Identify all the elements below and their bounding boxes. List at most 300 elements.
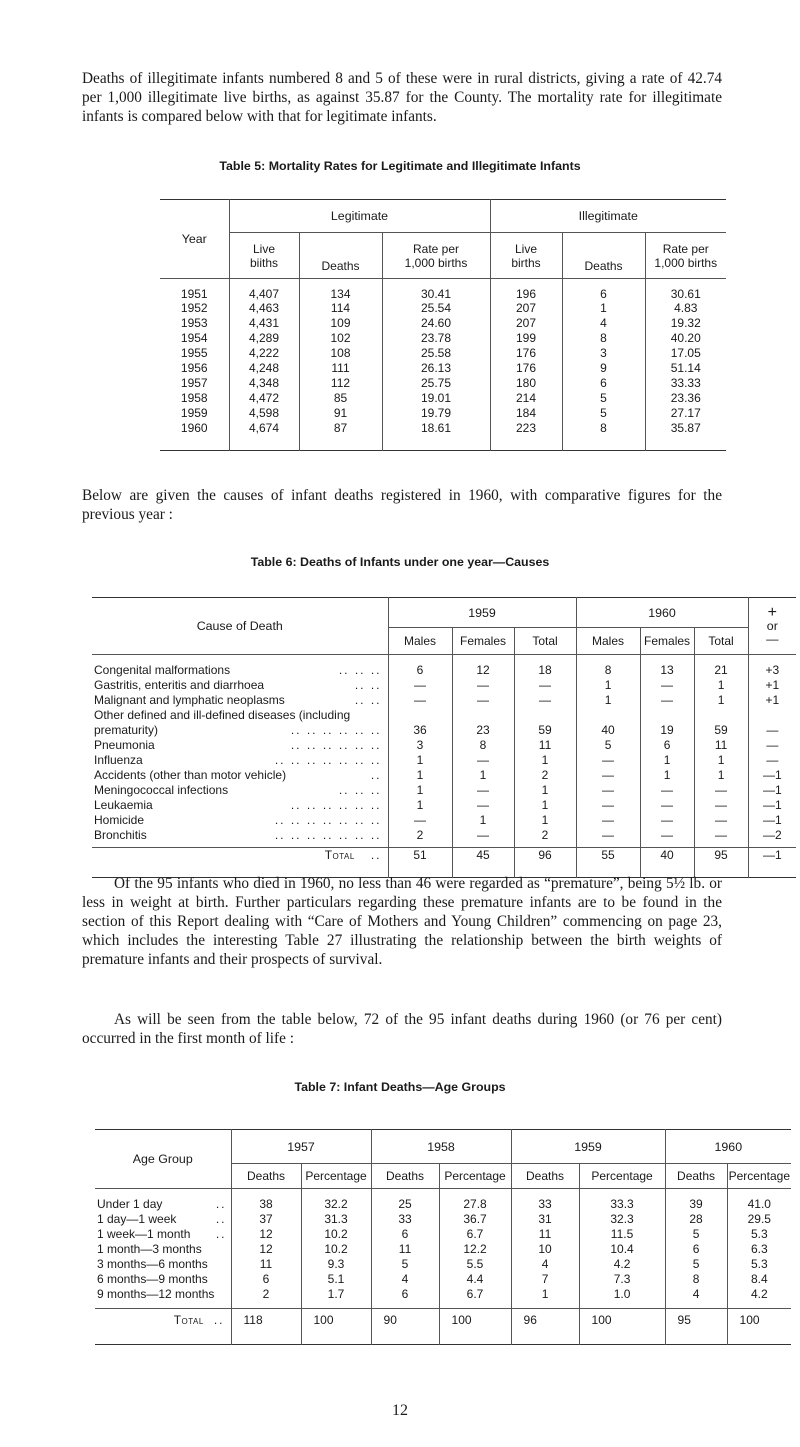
t5-legitimate-header: Legitimate: [229, 200, 490, 233]
t5-cell: 111: [299, 361, 382, 376]
t6-cause-name: prematurity): [94, 722, 159, 737]
causes-paragraph: [82, 486, 722, 524]
t5-cell: 40.20: [645, 331, 726, 346]
t5-cell: 33.33: [645, 376, 726, 391]
t7-spacer-cell: [371, 1301, 439, 1309]
t6-cell: 13: [640, 655, 694, 677]
t6-total-label: Total: [324, 848, 355, 862]
t7-cell: 28: [665, 1211, 727, 1226]
t6-col-males-1960: Males: [576, 628, 640, 655]
t5-cell: 1959: [180, 405, 208, 420]
t6-cell: 18: [514, 655, 576, 677]
t7-cell: 8.4: [727, 1271, 791, 1286]
intro-text: Deaths of illegitimate infants numbered 8 and 5 of these were in rural districts, giving a rate of 42.74 per 1,000 illegitimate live births, as against 35.87 for the County. The mortality rate for illegitimate infants is compared below with that for legitimate infants.: [82, 70, 722, 125]
t6-cause-cell: [92, 707, 388, 722]
t6-leader-dots: .. .. .. .. .. ..: [290, 722, 382, 737]
t6-cell: —: [514, 692, 576, 707]
t6-leader-dots: ..: [370, 767, 382, 782]
t6-total-label-cell: [92, 848, 388, 878]
t5-col-deaths-ill: Deaths: [562, 233, 645, 279]
t7-age-name: 3 months—6 months: [97, 1256, 208, 1271]
causes-text: Below are given the causes of infant deaths registered in 1960, with comparative figures for the previous year :: [82, 487, 722, 523]
t7-cell: 10.2: [301, 1241, 371, 1256]
t6-cell: 2: [514, 767, 576, 782]
t7-spacer-cell: [439, 1301, 511, 1309]
t7-row: [95, 1256, 791, 1271]
age-paragraph: [82, 1010, 722, 1048]
t7-age-name: 9 months—12 months: [97, 1286, 215, 1301]
t6-col-females-1959: Females: [452, 628, 514, 655]
t5-row: [160, 391, 726, 406]
t5-cell: 1952: [180, 300, 208, 315]
t6-cell: —1: [748, 797, 796, 812]
t7-cell: 6.3: [727, 1241, 791, 1256]
t6-cell: —: [640, 812, 694, 827]
t7-spacer-cell: [579, 1301, 665, 1309]
t5-cell: 9: [562, 361, 645, 376]
t5-cell: 4,431: [229, 316, 299, 331]
t5-cell: 4,348: [229, 376, 299, 391]
t7-total-cell: 118: [231, 1309, 301, 1345]
t6-row: [92, 737, 796, 752]
t6-cell: —1: [748, 782, 796, 797]
t7-age-cell: [95, 1211, 231, 1226]
t7-total-label: Total: [173, 1313, 204, 1327]
t5-cell: 1957: [180, 375, 208, 390]
t6-cell: 36: [388, 722, 452, 737]
t7-cell: 5.5: [439, 1256, 511, 1271]
t5-live-line2: biiths: [249, 255, 278, 270]
t7-cell: 10.2: [301, 1226, 371, 1241]
t7-total-cell: 95: [665, 1309, 727, 1345]
t7-cell: 5.3: [727, 1256, 791, 1271]
t6-cause-cell: [92, 655, 388, 677]
t7-spacer-cell: [95, 1301, 231, 1309]
t6-cell: —: [576, 752, 640, 767]
t7-year-1959: 1959: [511, 1130, 665, 1164]
t6-cell: 40: [576, 722, 640, 737]
t6-cell: [748, 707, 796, 722]
t5-cell: 4.83: [645, 301, 726, 316]
t7-cell: 32.2: [301, 1189, 371, 1211]
t6-cell: —: [640, 797, 694, 812]
t6-total-row: [92, 848, 796, 878]
t7-cell: 37: [231, 1211, 301, 1226]
t7-year-1958: 1958: [371, 1130, 511, 1164]
t7-age-cell: [95, 1241, 231, 1256]
t7-row: [95, 1271, 791, 1286]
t7-cell: 1: [511, 1286, 579, 1301]
t6-cell: 1: [388, 767, 452, 782]
t5-cell: 19.79: [382, 406, 490, 421]
t6-year-1959: 1959: [388, 598, 576, 628]
t7-cell: 10.4: [579, 1241, 665, 1256]
t6-cell: 19: [640, 722, 694, 737]
t6-total-cell: 95: [694, 848, 748, 878]
t5-cell: 4,222: [229, 346, 299, 361]
t5-cell: 24.60: [382, 316, 490, 331]
t5-rate-ill-line2: 1,000 births: [654, 255, 718, 270]
t6-cell: —: [748, 752, 796, 767]
t5-illegitimate-header: Illegitimate: [490, 200, 726, 233]
t5-cell: 25.54: [382, 301, 490, 316]
t7-row: [95, 1286, 791, 1301]
t5-cell: 1960: [180, 420, 208, 435]
t5-cell: 19.01: [382, 391, 490, 406]
t5-col-deaths: Deaths: [299, 233, 382, 279]
t5-cell: 26.13: [382, 361, 490, 376]
t6-cell: 1: [388, 752, 452, 767]
t6-col-males-1959: Males: [388, 628, 452, 655]
t6-cell: [388, 707, 452, 722]
t7-total-cell: 100: [579, 1309, 665, 1345]
t5-cell: 1955: [180, 345, 208, 360]
t7-cell: 7: [511, 1271, 579, 1286]
t7-age-cell: [95, 1256, 231, 1271]
t5-cell: 180: [490, 376, 562, 391]
t5-cell: 25.58: [382, 346, 490, 361]
t7-spacer-cell: [665, 1301, 727, 1309]
t6-cell: 1: [514, 782, 576, 797]
t6-cause-cell: [92, 812, 388, 827]
t6-row: [92, 782, 796, 797]
t5-col-rate: [382, 233, 490, 279]
t7-spacer-cell: [231, 1301, 301, 1309]
t7-cell: 11: [511, 1226, 579, 1241]
t6-cell: —: [694, 827, 748, 842]
t6-cell: 59: [694, 722, 748, 737]
t6-cell: 23: [452, 722, 514, 737]
t7-cell: 4.2: [727, 1286, 791, 1301]
t6-cause-name: Other defined and ill-defined diseases (including: [94, 707, 351, 722]
t6-cell: —2: [748, 827, 796, 842]
t6-cell: 1: [576, 692, 640, 707]
t5-cell: 30.61: [645, 279, 726, 301]
t6-cell: [514, 707, 576, 722]
t5-row: [160, 361, 726, 376]
t7-cell: 4: [511, 1256, 579, 1271]
t6-cell: 1: [694, 677, 748, 692]
t7-cell: 6: [231, 1271, 301, 1286]
t5-col-live-births: [229, 233, 299, 279]
t6-cell: 5: [576, 737, 640, 752]
t7-spacer-cell: [511, 1301, 579, 1309]
t7-cell: 39: [665, 1189, 727, 1211]
t7-body: [95, 1189, 791, 1345]
t6-total-dots: ..: [370, 848, 382, 862]
intro-paragraph: [82, 69, 722, 126]
t7-col-percentage: Percentage: [301, 1164, 371, 1189]
t5-cell: 184: [490, 406, 562, 421]
t5-live-ill-line2: births: [511, 255, 541, 270]
t5-live-ill-line1: Live: [514, 241, 537, 256]
t6-cause-name: Homicide: [94, 812, 145, 827]
t7-cell: 29.5: [727, 1211, 791, 1226]
t7-total-cell: 90: [371, 1309, 439, 1345]
t6-cause-name: Gastritis, enteritis and diarrhoea: [94, 677, 265, 692]
t7-cell: 25: [371, 1189, 439, 1211]
t6-cell: 1: [640, 752, 694, 767]
t5-cell: 23.78: [382, 331, 490, 346]
t6-row: [92, 797, 796, 812]
t6-cell: —1: [748, 767, 796, 782]
t6-cell: 12: [452, 655, 514, 677]
t5-cell: 4,248: [229, 361, 299, 376]
t7-cell: 8: [665, 1271, 727, 1286]
t5-cell: 214: [490, 391, 562, 406]
t5-row: [160, 331, 726, 346]
t5-cell: 102: [299, 331, 382, 346]
t7-cell: 4: [371, 1271, 439, 1286]
t6-cause-cell: [92, 737, 388, 752]
t5-cell: 4,472: [229, 391, 299, 406]
t6-cell: —: [576, 782, 640, 797]
t6-cell: —: [452, 782, 514, 797]
t6-cause-name: Congenital malformations: [94, 662, 231, 677]
t5-cell: 6: [562, 279, 645, 301]
t7-cell: 33: [511, 1189, 579, 1211]
t7-cell: 31: [511, 1211, 579, 1226]
table5-mortality-rates: [160, 199, 726, 451]
t6-cell: —: [388, 812, 452, 827]
t6-cell: 1: [640, 767, 694, 782]
t5-row: [160, 376, 726, 391]
t7-col-percentage: Percentage: [579, 1164, 665, 1189]
t5-cell: 91: [299, 406, 382, 421]
t5-cell: 3: [562, 346, 645, 361]
t6-cell: —: [452, 752, 514, 767]
t7-spacer-cell: [727, 1301, 791, 1309]
t7-age-name: 1 month—3 months: [97, 1241, 202, 1256]
t5-cell: 196: [490, 279, 562, 301]
t7-cell: 38: [231, 1189, 301, 1211]
t6-cell: —: [640, 677, 694, 692]
t6-row: [92, 692, 796, 707]
t5-cell: 4,674: [229, 421, 299, 451]
t6-cell: —: [576, 767, 640, 782]
t6-row: [92, 812, 796, 827]
t5-row: [160, 279, 726, 301]
t6-cell: [694, 707, 748, 722]
t7-total-label-cell: [95, 1309, 231, 1345]
t6-cause-name: Accidents (other than motor vehicle): [94, 767, 287, 782]
t5-rate-ill-line1: Rate per: [662, 241, 709, 256]
t7-leader-dots: ..: [215, 1211, 227, 1226]
t5-cell: 112: [299, 376, 382, 391]
t6-cell: —: [694, 797, 748, 812]
t5-row: [160, 316, 726, 331]
table7-caption: Table 7: Infant Deaths—Age Groups: [294, 1080, 506, 1094]
t7-age-cell: [95, 1271, 231, 1286]
t6-cause-header: Cause of Death: [92, 598, 388, 655]
t6-cell: —: [576, 812, 640, 827]
t6-year-1960: 1960: [576, 598, 748, 628]
t7-cell: 33.3: [579, 1189, 665, 1211]
t5-cell: 18.61: [382, 421, 490, 451]
t7-cell: 6: [371, 1226, 439, 1241]
t7-age-name: 6 months—9 months: [97, 1271, 208, 1286]
t7-cell: 36.7: [439, 1211, 511, 1226]
t6-cell: 1: [694, 767, 748, 782]
t6-cell: 11: [514, 737, 576, 752]
t6-cause-cell: [92, 752, 388, 767]
t7-cell: 5: [665, 1256, 727, 1271]
t6-cell: —: [640, 782, 694, 797]
t5-cell: 1951: [180, 286, 208, 301]
t7-age-name: 1 day—1 week: [97, 1211, 177, 1226]
t7-cell: 27.8: [439, 1189, 511, 1211]
t7-age-cell: [95, 1189, 231, 1211]
t6-cell: 3: [388, 737, 452, 752]
table5-caption: Table 5: Mortality Rates for Legitimate and Illegitimate Infants: [219, 159, 581, 173]
t7-cell: 9.3: [301, 1256, 371, 1271]
t6-cell: 1: [452, 812, 514, 827]
t5-cell: 19.32: [645, 316, 726, 331]
t7-row: [95, 1189, 791, 1211]
t6-cause-name: Malignant and lymphatic neoplasms: [94, 692, 285, 707]
t7-spacer-cell: [301, 1301, 371, 1309]
t5-cell: 207: [490, 301, 562, 316]
t6-cell: 1: [694, 752, 748, 767]
t6-cell: +3: [748, 655, 796, 677]
t6-leader-dots: .. ..: [354, 692, 382, 707]
t5-cell: 4,289: [229, 331, 299, 346]
t7-cell: 12: [231, 1241, 301, 1256]
t7-cell: 6: [665, 1241, 727, 1256]
t7-cell: 32.3: [579, 1211, 665, 1226]
premature-paragraph: [82, 874, 722, 969]
t5-cell: 223: [490, 421, 562, 451]
t6-cause-cell: [92, 827, 388, 842]
t7-row: [95, 1241, 791, 1256]
page-number: 12: [392, 1402, 408, 1419]
t7-total-row: [95, 1309, 791, 1345]
t6-cause-cell: [92, 767, 388, 782]
t7-row: [95, 1226, 791, 1241]
t7-row: [95, 1211, 791, 1226]
t5-cell: 87: [299, 421, 382, 451]
t5-rate-line1: Rate per: [412, 241, 460, 256]
t5-cell: 85: [299, 391, 382, 406]
t5-cell: 30.41: [382, 279, 490, 301]
t6-cell: 1: [576, 677, 640, 692]
t6-cell: —: [452, 797, 514, 812]
t5-cell: 108: [299, 346, 382, 361]
t6-leader-dots: .. .. ..: [338, 662, 382, 677]
t6-leader-dots: .. .. .. .. .. ..: [290, 737, 382, 752]
t5-row: [160, 406, 726, 421]
t7-total-cell: 100: [301, 1309, 371, 1345]
t5-row: [160, 421, 726, 451]
t6-cell: 59: [514, 722, 576, 737]
t5-cell: 4,407: [229, 279, 299, 301]
t7-total-cell: 100: [439, 1309, 511, 1345]
t5-cell: 23.36: [645, 391, 726, 406]
t6-cell: —: [694, 782, 748, 797]
t5-live-line1: Live: [252, 241, 275, 256]
t6-row: [92, 752, 796, 767]
t7-cell: 4.2: [579, 1256, 665, 1271]
t5-row: [160, 301, 726, 316]
t7-age-header: Age Group: [95, 1130, 231, 1189]
t5-cell: 8: [562, 331, 645, 346]
t5-cell: 6: [562, 376, 645, 391]
t6-leader-dots: .. .. .. .. .. .. ..: [274, 827, 382, 842]
t5-cell: 199: [490, 331, 562, 346]
t5-cell: 5: [562, 406, 645, 421]
t6-total-cell: 55: [576, 848, 640, 878]
t6-cell: —: [388, 677, 452, 692]
t7-cell: 5.1: [301, 1271, 371, 1286]
t5-cell: 1954: [180, 330, 208, 345]
t6-cell: —: [452, 677, 514, 692]
t7-total-cell: 100: [727, 1309, 791, 1345]
t6-col-total-1959: Total: [514, 628, 576, 655]
t7-cell: 6.7: [439, 1226, 511, 1241]
t5-col-rate-ill: [645, 233, 726, 279]
t6-leader-dots: .. .. .. .. .. .. ..: [274, 812, 382, 827]
t6-cause-name: Bronchitis: [94, 827, 147, 842]
t6-cell: 1: [694, 692, 748, 707]
t7-cell: 4: [665, 1286, 727, 1301]
t6-cell: —1: [748, 812, 796, 827]
t6-total-cell: 96: [514, 848, 576, 878]
t7-cell: 11: [231, 1256, 301, 1271]
t6-cause-name: Meningococcal infections: [94, 782, 229, 797]
t7-total-dots: ..: [213, 1313, 225, 1327]
t5-cell: 8: [562, 421, 645, 451]
t6-leader-dots: .. .. .. .. .. .. ..: [274, 752, 382, 767]
t6-cell: 8: [452, 737, 514, 752]
t6-total-cell: 40: [640, 848, 694, 878]
t5-cell: 1953: [180, 315, 208, 330]
t6-cell: —: [694, 812, 748, 827]
table6-caption: Table 6: Deaths of Infants under one year—Causes: [250, 555, 550, 569]
t7-cell: 31.3: [301, 1211, 371, 1226]
t6-cell: 6: [640, 737, 694, 752]
t7-year-1960: 1960: [665, 1130, 791, 1164]
t5-rate-line2: 1,000 births: [404, 255, 468, 270]
t7-cell: 12.2: [439, 1241, 511, 1256]
t6-cell: 1: [452, 767, 514, 782]
t6-cell: [452, 707, 514, 722]
t7-age-name: Under 1 day: [97, 1196, 163, 1211]
t6-row: [92, 767, 796, 782]
premature-text: Of the 95 infants who died in 1960, no less than 46 were regarded as “premature”, being 5½ lb. or less in weight at birth. Further particulars regarding these premature infants are to be found in the section of this Report dealing with “Care of Mothers and Young Children” commencing on page 23, which includes the interesting Table 27 illustrating the relationship between the birth weights of premature infants and their prospects of survival.: [82, 875, 722, 968]
t6-cell: 1: [388, 797, 452, 812]
t7-total-cell: 96: [511, 1309, 579, 1345]
t5-cell: 5: [562, 391, 645, 406]
t7-cell: 12: [231, 1226, 301, 1241]
t5-row: [160, 346, 726, 361]
t5-cell: 114: [299, 301, 382, 316]
t6-cell: 2: [514, 827, 576, 842]
t5-cell: 176: [490, 346, 562, 361]
t6-cause-name: Pneumonia: [94, 737, 155, 752]
t7-cell: 41.0: [727, 1189, 791, 1211]
t6-cause-cell: [92, 722, 388, 737]
t7-cell: 6: [371, 1286, 439, 1301]
t6-cell: 1: [514, 812, 576, 827]
t7-cell: 1.0: [579, 1286, 665, 1301]
t6-cell: [640, 707, 694, 722]
t6-cell: 1: [514, 797, 576, 812]
t7-col-deaths: Deaths: [371, 1164, 439, 1189]
t5-cell: 109: [299, 316, 382, 331]
t7-cell: 7.3: [579, 1271, 665, 1286]
t6-cause-name: Influenza: [94, 752, 143, 767]
t5-cell: 134: [299, 279, 382, 301]
